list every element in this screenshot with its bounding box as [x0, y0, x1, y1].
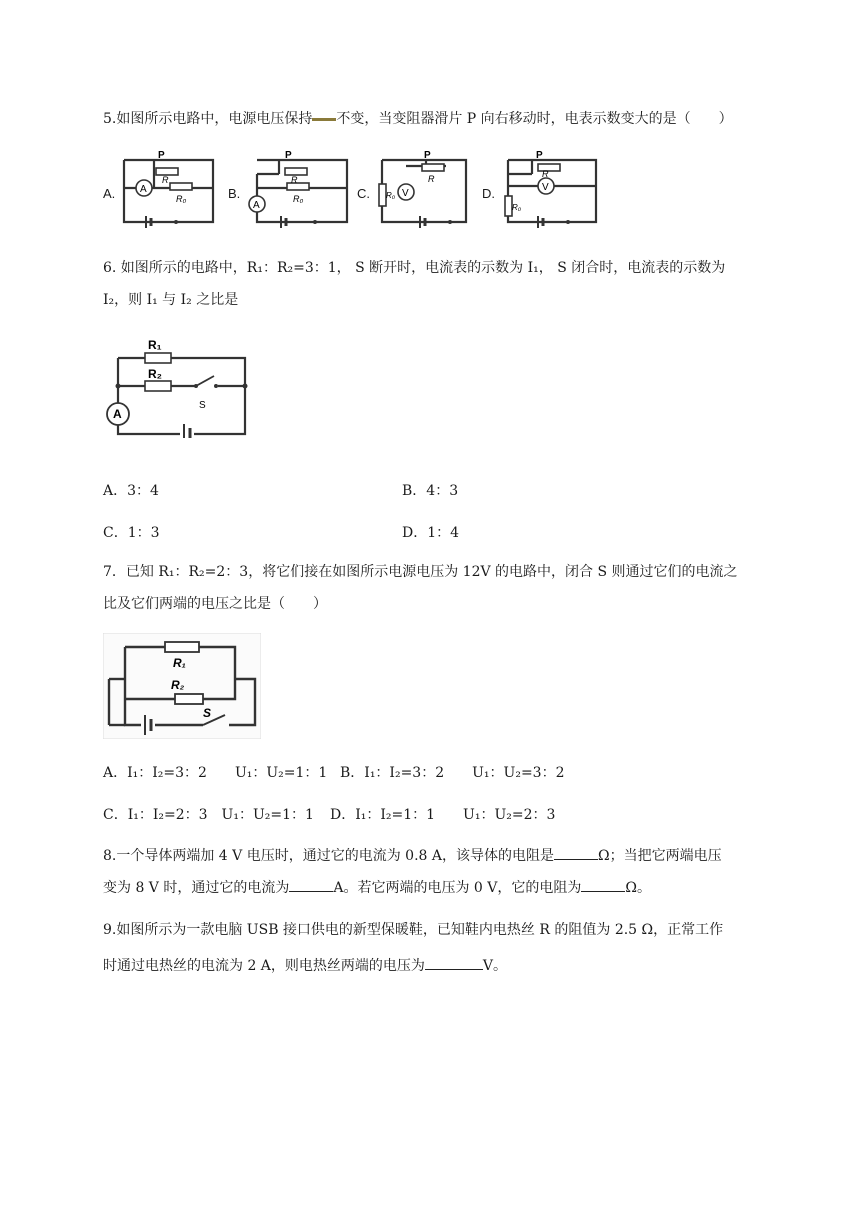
q7-option-c: C．I₁：I₂=2：3 U₁：U₂=1：1	[103, 807, 314, 823]
q6-option-c: C．1：3	[103, 525, 160, 541]
q8-text-3: 变为 8 V 时，通过它的电流为	[103, 880, 290, 896]
q7-circuit	[103, 633, 261, 739]
rheostat-r-label: R	[162, 175, 169, 185]
q6-option-b: B．4：3	[402, 483, 459, 499]
q6-circuit	[100, 336, 256, 438]
slider-p-label: P	[158, 150, 165, 161]
q7-option-b: B．I₁：I₂=3：2 U₁：U₂=3：2	[340, 765, 565, 781]
q6-stem-line1: 6. 如图所示的电路中，R₁：R₂=3：1， S 断开时，电流表的示数为 I₁， S 闭合时，电流表的示数为	[103, 260, 726, 276]
q7-stem-line2: 比及它们两端的电压之比是（ ）	[103, 596, 327, 612]
q5-option-d-label: D.	[482, 186, 495, 201]
q8-text-5: Ω。	[625, 880, 652, 896]
q8-blank-resistance[interactable]	[554, 845, 598, 860]
q7-stem-line1: 7．已知 R₁：R₂=2：3，将它们接在如图所示电源电压为 12V 的电路中，闭合 S 则通过它们的电流之	[103, 564, 738, 580]
underline-mark	[312, 118, 336, 121]
r0-label: R₀	[293, 194, 304, 204]
q9-text-2: 时通过电热丝的电流为 2 A，则电热丝两端的电压为	[103, 958, 425, 974]
q8-stem-line1	[103, 840, 763, 872]
q8-blank-current[interactable]	[289, 877, 333, 892]
r2-italic-label: R₂	[171, 678, 185, 692]
q5-option-c-label: C.	[357, 186, 370, 201]
r0-label: R₀	[176, 194, 187, 204]
slider-p-label: P	[536, 150, 543, 161]
rheostat-r-label: R	[291, 175, 298, 185]
q6-option-d: D．1：4	[402, 525, 460, 541]
q5-circuit-d	[496, 146, 604, 230]
q5-circuit-b	[243, 146, 353, 230]
switch-s-label: S	[199, 400, 206, 411]
q9-stem-line1: 9.如图所示为一款电脑 USB 接口供电的新型保暖鞋，已知鞋内电热丝 R 的阻值为 2.5 Ω，正常工作	[103, 922, 724, 938]
q5-text-pre: 5.如图所示电路中，电源电压保持	[103, 111, 313, 127]
slider-p-label: P	[285, 150, 292, 161]
q5-circuit-c	[372, 146, 472, 230]
q9-stem-line2	[103, 950, 763, 982]
voltmeter-label: V	[402, 188, 409, 199]
q7-option-a: A．I₁：I₂=3：2 U₁：U₂=1：1	[103, 765, 328, 781]
slider-p-label: P	[424, 150, 431, 161]
r0-label: R₀	[512, 203, 522, 212]
q5-option-a-label: A.	[103, 186, 116, 201]
q8-blank-resistance-zero[interactable]	[581, 877, 625, 892]
q8-stem-line2	[103, 872, 763, 904]
q5-text-post: 不变，当变阻器滑片 P 向右移动时，电表示数变大的是（ ）	[336, 111, 733, 127]
q8-text-4: A。若它两端的电压为 0 V，它的电阻为	[333, 880, 582, 896]
q9-blank-voltage[interactable]	[425, 955, 483, 970]
switch-s-label: S	[203, 706, 212, 720]
q8-text-2: Ω；当把它两端电压	[598, 848, 722, 864]
ammeter-label: A	[253, 200, 260, 211]
voltmeter-label: V	[542, 182, 549, 193]
rheostat-r-label: R	[428, 174, 435, 184]
q5-stem	[103, 103, 763, 135]
ammeter-label: A	[140, 184, 147, 195]
r1-italic-label: R₁	[173, 656, 186, 670]
q6-stem-line2: I₂，则 I₁ 与 I₂ 之比是	[103, 292, 239, 308]
q7-option-d: D．I₁：I₂=1：1 U₁：U₂=2：3	[330, 807, 556, 823]
q5-option-b-label: B.	[228, 186, 241, 201]
q8-text-1: 8.一个导体两端加 4 V 电压时，通过它的电流为 0.8 A，该导体的电阻是	[103, 848, 554, 864]
ammeter-label: A	[113, 407, 122, 421]
q5-circuit-a	[118, 146, 226, 230]
q6-option-a: A．3：4	[103, 483, 159, 499]
rheostat-r-label: R	[542, 169, 549, 179]
r0-label: R₀	[386, 191, 396, 200]
q9-text-3: V。	[482, 958, 508, 974]
r2-label: R₂	[148, 367, 162, 381]
r1-label: R₁	[148, 338, 162, 352]
